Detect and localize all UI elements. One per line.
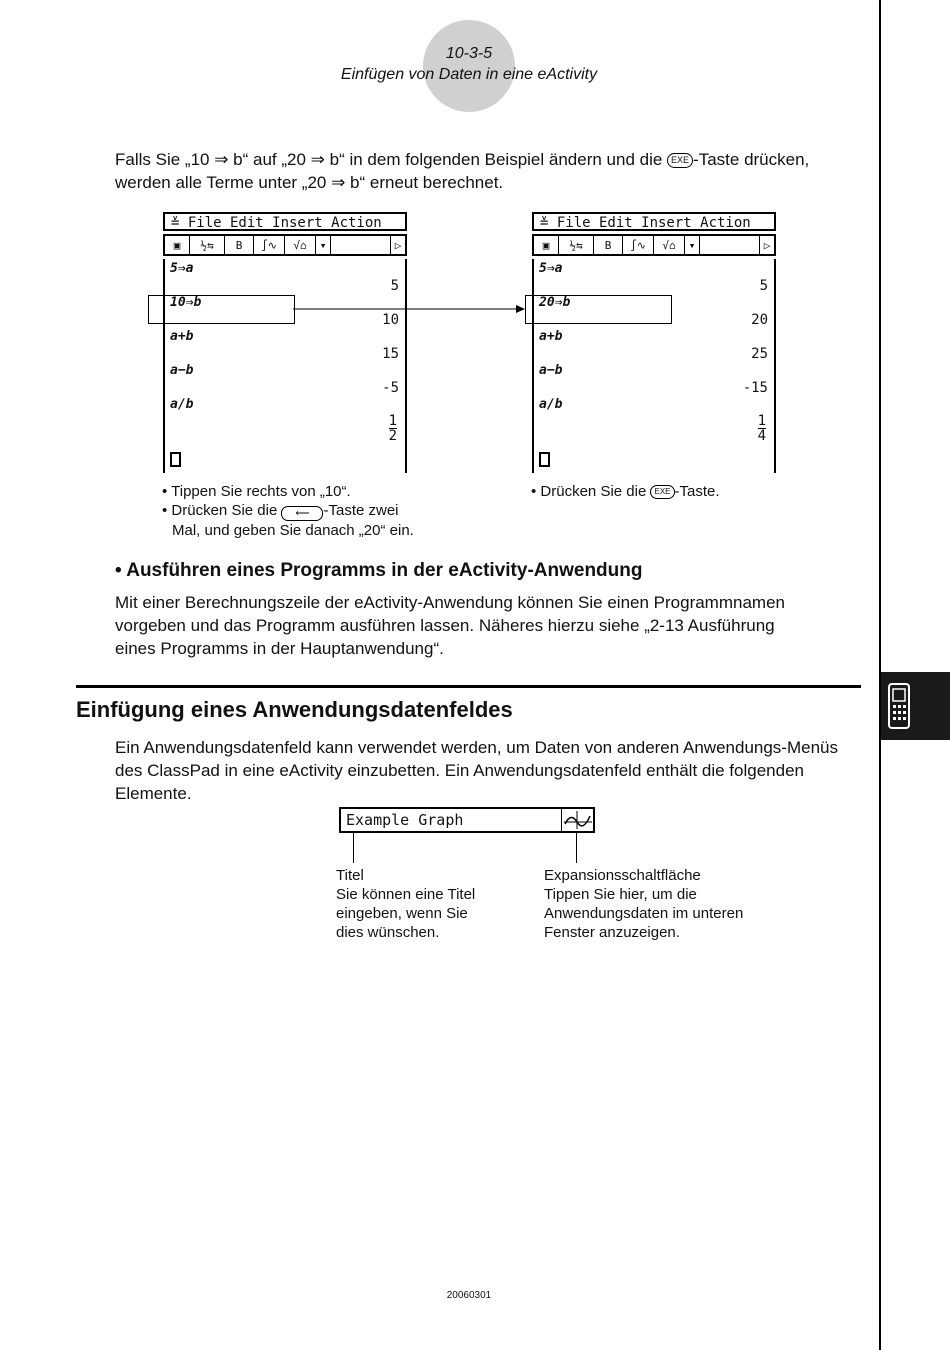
cursor-box[interactable] [539, 452, 550, 467]
label-expand-heading: Expansionsschaltfläche [544, 867, 701, 884]
sqrt-icon[interactable]: √⌂ [285, 236, 316, 254]
scroll-right-icon[interactable]: ▷ [390, 236, 405, 254]
entry-input[interactable]: a/b [170, 397, 194, 412]
entry-result: -5 [382, 380, 399, 396]
caption-left-line-2 [162, 501, 502, 521]
dropdown-icon[interactable]: ▾ [316, 236, 331, 254]
label-title-text: dies wünschen. [336, 924, 440, 941]
entry-input[interactable]: 5⇒a [539, 261, 563, 276]
label-expand [544, 866, 804, 942]
intro-line-1 [115, 148, 875, 171]
entry-result: 15 [382, 346, 399, 362]
label-expand-text: Anwendungsdaten im unteren [544, 905, 744, 922]
menu-chevron-icon[interactable]: ≚ [171, 215, 188, 231]
fraction-denominator: 4 [757, 428, 766, 444]
caption-right-text: • Drücken Sie die [531, 483, 651, 500]
leader-line-expand [576, 833, 577, 863]
section-divider [76, 685, 861, 688]
expand-graph-icon[interactable] [563, 810, 593, 830]
menu-chevron-icon[interactable]: ≚ [540, 215, 557, 231]
graph-icon[interactable]: ∫∿ [254, 236, 285, 254]
entry-input[interactable]: a−b [539, 363, 563, 378]
sqrt-icon[interactable]: √⌂ [654, 236, 685, 254]
backspace-key-icon: ⟵ [281, 506, 323, 521]
label-title-heading: Titel [336, 867, 364, 884]
caption-left-line-3: Mal, und geben Sie danach „20“ ein. [172, 522, 414, 539]
screen-left [163, 212, 407, 473]
intro-text-1: Falls Sie „10 ⇒ b“ auf „20 ⇒ b“ in dem folgenden Beispiel ändern und die [115, 150, 668, 169]
section1-line: vorgeben und das Programm ausführen lassen. Näheres hierzu siehe „2-13 Ausführung [115, 616, 775, 635]
fraction-result [389, 414, 397, 443]
entry-input[interactable]: a+b [170, 329, 194, 344]
fraction-toggle-icon[interactable]: ½⇆ [559, 236, 594, 254]
calculator-icon [881, 672, 950, 740]
menu-bar[interactable] [532, 212, 776, 231]
caption-right-text-end: -Taste. [674, 483, 720, 500]
toolbar [163, 234, 407, 256]
entry-result: 25 [751, 346, 768, 362]
entry-result: 5 [759, 278, 768, 294]
caption-left-line-1: • Tippen Sie rechts von „10“. [162, 483, 351, 500]
data-field-title[interactable]: Example Graph [346, 811, 464, 829]
footer-code: 20060301 [446, 1290, 492, 1301]
intro-text-1-end: -Taste drücken, [693, 150, 810, 169]
app-data-field[interactable] [339, 807, 595, 833]
section1-heading: • Ausführen eines Programms in der eActivity-Anwendung [115, 560, 643, 581]
highlight-box-left [148, 295, 295, 324]
fraction-numerator: 1 [757, 413, 766, 429]
fraction-denominator: 2 [388, 428, 397, 444]
screen-body [163, 259, 407, 473]
entry-result: 10 [382, 312, 399, 328]
chapter-tab [881, 672, 950, 740]
intro-line-2: werden alle Terme unter „20 ⇒ b“ erneut berechnet. [115, 173, 504, 192]
field-divider [561, 809, 562, 831]
toolbar [532, 234, 776, 256]
label-title-text: Sie können eine Titel [336, 886, 476, 903]
section2-paragraph [115, 736, 875, 805]
save-icon[interactable]: ▣ [534, 236, 559, 254]
fraction-result [758, 414, 766, 443]
section1-line: eines Programms in der Hauptanwendung“. [115, 639, 444, 658]
exe-key-icon: EXE [650, 485, 674, 499]
section1-paragraph [115, 591, 875, 660]
caption-left [162, 482, 502, 540]
entry-result: -15 [742, 380, 768, 396]
section2-line: des ClassPad in eine eActivity einzubetten. Ein Anwendungsdatenfeld enthält die folgenden [115, 761, 804, 780]
caption-right [531, 482, 851, 501]
screen-body [532, 259, 776, 473]
menu-bar[interactable] [163, 212, 407, 231]
bold-button[interactable]: B [225, 236, 254, 254]
menu-labels[interactable]: File Edit Insert Action [187, 215, 382, 231]
entry-result: 20 [751, 312, 768, 328]
scroll-right-icon[interactable]: ▷ [759, 236, 774, 254]
save-icon[interactable]: ▣ [165, 236, 190, 254]
entry-input[interactable]: a+b [539, 329, 563, 344]
entry-input[interactable]: a−b [170, 363, 194, 378]
section2-heading: Einfügung eines Anwendungsdatenfeldes [76, 697, 513, 722]
section2-line: Ein Anwendungsdatenfeld kann verwendet werden, um Daten von anderen Anwendungs-Menüs [115, 738, 838, 757]
fraction-numerator: 1 [388, 413, 397, 429]
fraction-toggle-icon[interactable]: ½⇆ [190, 236, 225, 254]
screen-right [532, 212, 776, 473]
label-title-text: eingeben, wenn Sie [336, 905, 468, 922]
leader-line-title [353, 833, 354, 863]
caption-left-text: • Drücken Sie die [162, 502, 282, 519]
dropdown-icon[interactable]: ▾ [685, 236, 700, 254]
label-expand-text: Tippen Sie hier, um die [544, 886, 697, 903]
graph-icon[interactable]: ∫∿ [623, 236, 654, 254]
section2-line: Elemente. [115, 784, 192, 803]
entry-input[interactable]: 5⇒a [170, 261, 194, 276]
menu-labels[interactable]: File Edit Insert Action [556, 215, 751, 231]
entry-input[interactable]: 10⇒b [170, 295, 202, 310]
section1-line: Mit einer Berechnungszeile der eActivity-Anwendung können Sie einen Programmnamen [115, 593, 785, 612]
label-title [336, 866, 526, 942]
exe-key-icon: EXE [667, 153, 693, 168]
intro-paragraph [115, 148, 875, 194]
entry-input[interactable]: 20⇒b [539, 295, 571, 310]
page-number: 10-3-5 [445, 45, 493, 62]
entry-result: 5 [390, 278, 399, 294]
label-expand-text: Fenster anzuzeigen. [544, 924, 680, 941]
arrow-connector [293, 300, 528, 318]
caption-left-text-end: -Taste zwei [323, 502, 399, 519]
bold-button[interactable]: B [594, 236, 623, 254]
cursor-box[interactable] [170, 452, 181, 467]
page-title: Einfügen von Daten in eine eActivity [340, 66, 598, 83]
entry-input[interactable]: a/b [539, 397, 563, 412]
